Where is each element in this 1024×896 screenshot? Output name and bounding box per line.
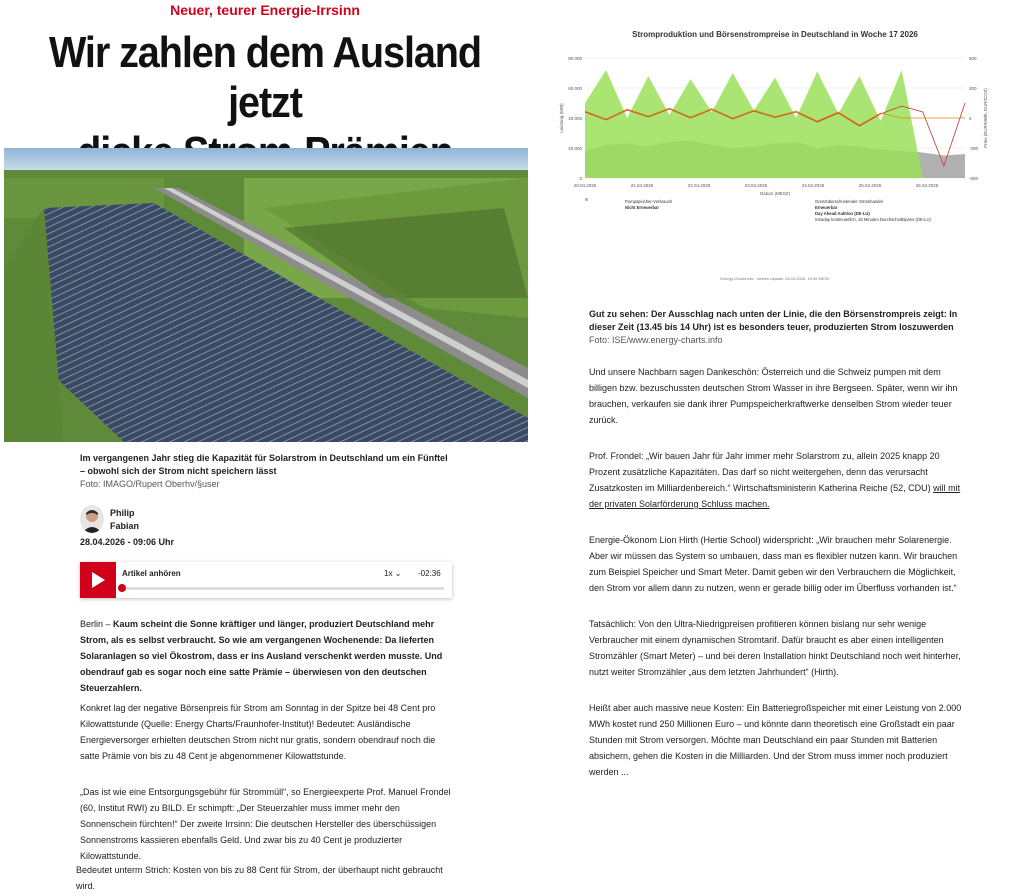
x-tick: 24.04.2026 bbox=[801, 183, 825, 188]
y-tick-right: -300 bbox=[969, 146, 979, 151]
y-tick-left: 80.000 bbox=[568, 56, 582, 61]
x-tick: 22.04.2026 bbox=[687, 183, 711, 188]
y-axis-label-left: Leistung (MW) bbox=[559, 103, 564, 133]
legend-left-0: Pumpspeicher-Verbrauch bbox=[625, 199, 673, 204]
play-button[interactable] bbox=[80, 562, 116, 598]
x-tick: 21.04.2026 bbox=[630, 183, 654, 188]
paragraph-r3: Energie-Ökonom Lion Hirth (Hertie School) widerspricht: „Wir brauchen mehr Solarenergie. Aber wir müssen das System so umbauen, dass man es flexibler nutzen kann. Wir brauchen zum Beispiel Speicher und Smart Meter. Damit geben wir den Verbrauchern die Möglichkeit, den Strom vor allem dann zu nutzen, wenn er gerade billig oder im Überfluss vorhanden ist.“ bbox=[589, 535, 958, 593]
x-axis-label: Datum (MESZ) bbox=[759, 191, 791, 196]
legend-left-1: Nicht Erneuerbar bbox=[625, 205, 659, 210]
x-tick: 20.04.2026 bbox=[573, 183, 597, 188]
hero-caption bbox=[80, 452, 450, 491]
hero-credit: Foto: IMAGO/Rupert Oberhv/§user bbox=[80, 479, 220, 489]
author-first-name: Philip bbox=[110, 508, 135, 518]
y-tick-left: 40.000 bbox=[568, 116, 582, 121]
series-area-1 bbox=[585, 70, 965, 178]
progress-track[interactable] bbox=[122, 587, 444, 590]
legend-right-0: Grenzüberschreitender Stromhandel bbox=[815, 199, 883, 204]
paragraph-r2 bbox=[589, 448, 969, 512]
article-kicker: Neuer, teurer Energie-Irrsinn bbox=[170, 2, 360, 18]
x-tick: 25.04.2026 bbox=[858, 183, 882, 188]
y-tick-left: 0 bbox=[579, 176, 582, 181]
chart-footer: Energy-Charts.info - letztes Update: 25.04.2026, 15:45 MESZ bbox=[720, 276, 830, 281]
y-tick-right: 0 bbox=[969, 116, 972, 121]
paragraph-r5: Heißt aber auch massive neue Kosten: Ein Batteriegroßspeicher mit einer Leistung von 2.000 MWh kostet rund 250 Millionen Euro – und könnte dann theoretisch eine Großstadt ein paar Stunden mit Strom versorgen. Möchte man Deutschland ein paar Stunden mit Batterien absichern, gehen die Kosten in die Milliarden. Und der Strom muss immer noch produziert werden ... bbox=[589, 703, 962, 777]
energy-chart bbox=[555, 24, 995, 294]
progress-handle[interactable] bbox=[118, 584, 126, 592]
paragraph-4: Bedeutet unterm Strich: Kosten von bis zu 88 Cent für Strom, der überhaupt nicht gebraucht wird. bbox=[76, 865, 443, 891]
y-tick-right: -600 bbox=[969, 176, 979, 181]
y-tick-right: 300 bbox=[969, 86, 977, 91]
author-last-name: Fabian bbox=[110, 521, 140, 531]
y-axis-label-right: Preis (EUR/MWh, EUR/tCO2) bbox=[983, 88, 988, 148]
x-tick: 23.04.2026 bbox=[744, 183, 768, 188]
chart-caption bbox=[589, 308, 969, 347]
y-tick-right: 600 bbox=[969, 56, 977, 61]
headline-line-1: Wir zahlen dem Ausland jetzt bbox=[48, 28, 482, 127]
player-label: Artikel anhören bbox=[122, 569, 181, 578]
chart-title: Stromproduktion und Börsenstrompreise in Deutschland in Woche 17 2026 bbox=[632, 30, 918, 39]
legend-right-2: Day Ahead Auktion (DE-LU) bbox=[815, 211, 870, 216]
author-name[interactable] bbox=[110, 507, 139, 533]
legend-right-1: Erneuerbar bbox=[815, 205, 838, 210]
y-tick-left: 60.000 bbox=[568, 86, 582, 91]
playback-speed-value: 1x bbox=[384, 569, 393, 578]
audio-player bbox=[80, 562, 452, 598]
paragraph-r4: Tatsächlich: Von den Ultra-Niedrigpreisen profitieren können bislang nur sehr wenige Verbraucher mit einem dynamischen Stromtarif. Dafür braucht es aber einen intelligenten Stromzähler (Smart Meter) – und bei deren Installation hinkt Deutschland noch weit hinterher, nutzt weiter Stromzähler „aus dem letzten Jahrhundert“ (Hirth). bbox=[589, 619, 961, 677]
playback-speed-select[interactable] bbox=[384, 569, 401, 578]
paragraph-2: Konkret lag der negative Börsenpreis für Strom am Sonntag in der Spitze bei 48 Cent pro Kilowattstunde (Quelle: Energy Charts/Fraunhofer-Institut)! Bedeutet: Ausländische Energieversorger erhielten deutschen Strom nicht nur gratis, sondern obendrauf noch die satte Prämie von bis zu 48 Cent je abgenommener Kilowattstunde. bbox=[80, 703, 436, 761]
paragraph-r1: Und unsere Nachbarn sagen Dankeschön: Österreich und die Schweiz pumpen mit dem billigen bzw. bezuschussten deutschen Strom Wasser in ihre Bergseen. Später, wenn wir ihn brauchen, verkaufen sie dank ihrer Pumpspeicherkraftwerke denselben Strom wieder teuer zurück. bbox=[589, 367, 958, 425]
solar-funding-link[interactable]: will mit der privaten Solarförderung Schluss machen. bbox=[589, 483, 961, 509]
remaining-time: -02:36 bbox=[418, 569, 441, 578]
play-icon bbox=[91, 572, 105, 588]
y-tick-left: 20.000 bbox=[568, 146, 582, 151]
lead-bold: Kaum scheint die Sonne kräftiger und länger, produziert Deutschland mehr Strom, als es selbst verbraucht. So wie am vergangenen Wochenende: Da lieferten Solaranlagen so viel Ökostrom, dass er ins Ausland verschenkt werden musste. Und obendrauf gab es sogar noch eine satte Prämie – überwiesen von den deutschen Steuerzahlern. bbox=[80, 619, 443, 693]
paragraph-r2-text: Prof. Frondel: „Wir bauen Jahr für Jahr immer mehr Solarstrom zu, allein 2025 knapp 20 Prozent zusätzliche Kapazitäten. Das darf so nicht weitergehen, denn das verursacht Zusatzkosten im Milliardenbereich.“ Wirtschaftsministerin Katherina Reiche (52, CDU) bbox=[589, 451, 940, 493]
paragraph-3: „Das ist wie eine Entsorgungsgebühr für Strommüll“, so Energieexperte Prof. Manuel Frondel (60, Institut RWI) zu BILD. Er schimpft: „Der Steuerzahler muss immer mehr den Sonnenschein fürchten!“ Der zweite Irrsinn: Die deutschen Hersteller des überschüssigen Sonnenstroms kassieren ebenfalls Geld. Und zwar bis zu 40 Cent je produzierter Kilowattstunde. bbox=[80, 787, 451, 861]
paragraph-lead bbox=[80, 616, 452, 696]
author-avatar[interactable] bbox=[80, 505, 104, 533]
x-tick: 26.04.2026 bbox=[915, 183, 939, 188]
legend-swatch-left-0 bbox=[585, 198, 588, 201]
publish-date: 28.04.2026 - 09:06 Uhr bbox=[80, 537, 175, 547]
hero-image-solar-park bbox=[4, 148, 528, 442]
lead-location: Berlin – bbox=[80, 619, 114, 629]
chart-caption-text: Gut zu sehen: Der Ausschlag nach unten der Linie, die den Börsenstrompreis zeigt: In dieser Zeit (13.45 bis 14 Uhr) ist es besonders teuer, produzierten Strom loszuwerden bbox=[589, 309, 958, 332]
hero-caption-text: Im vergangenen Jahr stieg die Kapazität für Solarstrom in Deutschland um ein Fünftel – obwohl sich der Strom nicht speichern lässt bbox=[80, 453, 448, 476]
legend-right-3: Intraday kontinuierlich, 15 Minuten Durchschnittspreis (DE-LU) bbox=[815, 217, 931, 222]
chevron-down-icon: ⌄ bbox=[394, 569, 402, 578]
chart-credit: Foto: ISE/www.energy-charts.info bbox=[589, 335, 723, 345]
